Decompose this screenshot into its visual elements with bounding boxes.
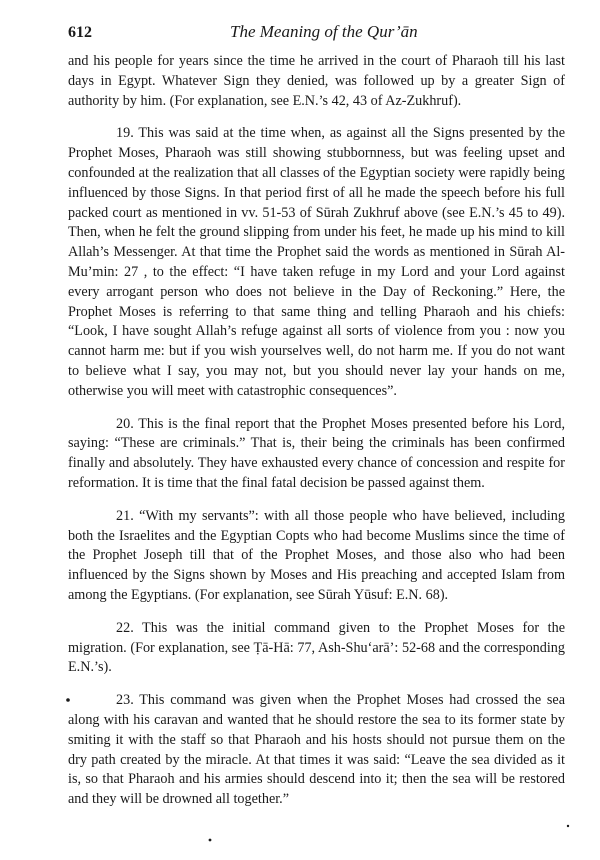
note-20: 20. This is the final report that the Prophet Moses presented before his Lord, saying: “These are criminals.” That is, their being the criminals has been confirmed finally and absolutely. They have exhausted every chance of concession and respite for reformation. It is time that the final fatal decision be passed against them.: [68, 415, 565, 491]
note-19: 19. This was said at the time when, as against all the Signs presented by the Prophet Moses, Pharaoh was still showing stubbornness, but was feeling upset and confounded at the realization that all classes of the Egyptian society were rapidly being influenced by those Signs. In that period first of all he made the speech before his full packed court as mentioned in vv. 51-53 of Sūrah Zukhruf above (see E.N.’s 45 to 49). Then, when he felt the ground slipping from under his feet, he made up his mind to kill Allah’s Messenger. At that time the Prophet said the words as mentioned in Sūrah Al-Mu’min: 27 , to the effect: “I have taken refuge in my Lord and your Lord against every arrogant person who does not believe in the Day of Reckoning.” Here, the Prophet Moses is referring to that same thing and telling Pharaoh and his chiefs: “Look, I have sought Allah’s refuge against all sorts of violence from you : now you cannot harm me: but if you wish yourselves well, do not harm me. If you do not want to believe what I say, you may not, but you should never lay your hands on me, otherwise you will meet with catastrophic consequences”.: [68, 125, 565, 399]
ink-dot: [567, 825, 569, 827]
note-23: 23. This command was given when the Prophet Moses had crossed the sea along with his caravan and wanted that he should restore the sea to its former state by smiting it with the staff so that Pharaoh and his hosts should not pursue them on the dry path created by the miracle. At that times it was said: “Leave the sea divided as it is, so that Pharaoh and his armies should descend into it; then the sea will be restored and they will be drowned all together.”: [68, 692, 565, 808]
page-header: [0, 24, 600, 46]
page-number: 612: [68, 24, 92, 41]
running-title: The Meaning of the Qur’ān: [230, 22, 418, 41]
note-22: 22. This was the initial command given to the Prophet Moses for the migration. (For explanation, see Ṭā-Hā: 77, Ash-Shu‘arā’: 52-68 and the corresponding E.N.’s).: [68, 619, 565, 676]
note-21: 21. “With my servants”: with all those people who have believed, including both the Israelites and the Egyptian Copts who had become Muslims since the time of the Prophet Joseph till that of the Prophet Moses, and those also who had been influenced by the Signs shown by Moses and His preaching and accepted Islam from among the Egyptians. (For explanation, see Sūrah Yūsuf: E.N. 68).: [68, 507, 565, 603]
paragraph-continuation: and his people for years since the time he arrived in the court of Pharaoh till his last days in Egypt. Whatever Sign they denied, was followed up by a greater Sign of authority by him. (For explanation, see E.N.’s 42, 43 of Az-Zukhruf).: [68, 53, 565, 109]
ink-dot: [209, 839, 212, 842]
body-text: [68, 52, 565, 810]
